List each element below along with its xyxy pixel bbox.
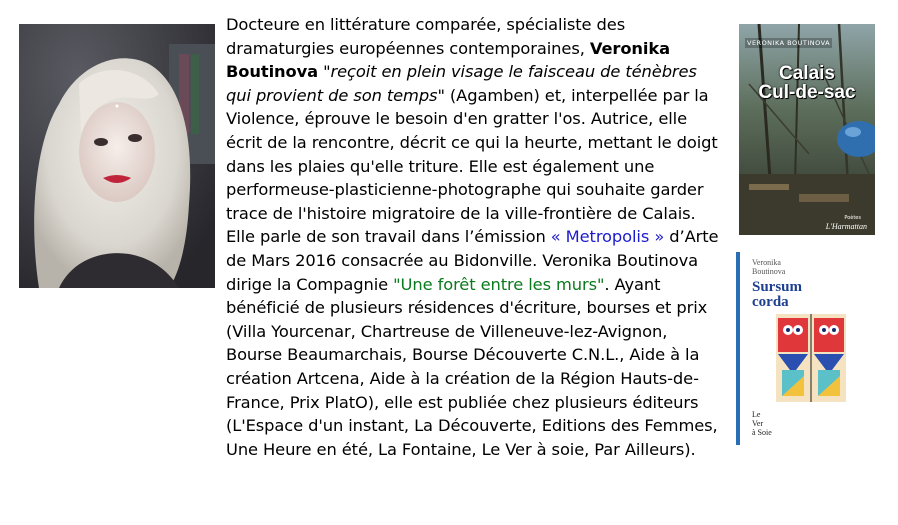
book2-title-line2: corda bbox=[752, 294, 789, 310]
author-biography bbox=[226, 13, 721, 461]
book2-publisher-line1: Le bbox=[752, 410, 761, 419]
book2-author-line2: Boutinova bbox=[752, 267, 786, 276]
book1-publisher: L'Harmattan bbox=[825, 222, 867, 231]
author-portrait-image bbox=[19, 24, 215, 288]
book-cover-calais-cul-de-sac[interactable] bbox=[739, 24, 875, 235]
book1-author: VERONIKA BOUTINOVA bbox=[747, 39, 831, 47]
bio-quote-open: " bbox=[318, 62, 331, 82]
book1-title bbox=[739, 64, 875, 102]
book1-title-line1: Calais bbox=[779, 63, 835, 84]
book1-title-line2: Cul-de-sac bbox=[758, 82, 856, 103]
book2-publisher-line2: Ver bbox=[752, 419, 764, 428]
book2-publisher bbox=[752, 410, 772, 437]
book2-author bbox=[752, 258, 785, 276]
book2-title-line1: Sursum bbox=[752, 279, 803, 295]
book2-cover-artwork bbox=[776, 314, 846, 402]
book2-publisher-line3: à Soie bbox=[752, 428, 772, 437]
book-cover-sursum-corda[interactable] bbox=[736, 252, 848, 445]
book2-title bbox=[752, 280, 802, 310]
company-link[interactable]: "Une forêt entre les murs" bbox=[393, 274, 605, 294]
bio-quote: reçoit en plein visage le faisceau de ténèbres qui provient de son temps bbox=[226, 62, 697, 105]
book1-publisher-badge: Poètes bbox=[844, 215, 861, 221]
metropolis-link[interactable]: « Metropolis » bbox=[550, 227, 665, 247]
bio-text-arte: d’Arte de Mars 2016 consacrée au Bidonville. Veronika Boutinova dirige la Compagnie bbox=[226, 227, 719, 294]
bio-text-middle: " (Agamben) et, interpellée par la Violence, éprouve le besoin d'en gratter l'os. Autrice, elle écrit de la rencontre, décrit ce qui la heurte, mettant le doigt dans les plaies qu'elle triture. Elle est également une performeuse-plasticienne-photographe qui souhaite garder trace de l'histoire migratoire de la ville-frontière de Calais. Elle parle de son travail dans l’émission bbox=[226, 85, 718, 247]
book2-author-line1: Veronika bbox=[752, 258, 781, 267]
bio-text-ending: . Ayant bénéficié de plusieurs résidences d'écriture, bourses et prix (Villa Yourcenar, Chartreuse de Villeneuve-lez-Avignon, Bourse Beaumarchais, Bourse Découverte C.N.L., Aide à la création Artcena, Aide à la création de la Région Hauts-de-France, Prix PlatO), elle est publiée chez plusieurs éditeurs (L'Espace d'un instant, La Découverte, Editions des Femmes, Une Heure en été, La Fontaine, Le Ver à soie, Par Ailleurs). bbox=[226, 274, 718, 459]
bio-intro: Docteure en littérature comparée, spécialiste des dramaturgies européennes contemporaines, bbox=[226, 15, 626, 58]
author-name: Veronika Boutinova bbox=[226, 38, 671, 82]
